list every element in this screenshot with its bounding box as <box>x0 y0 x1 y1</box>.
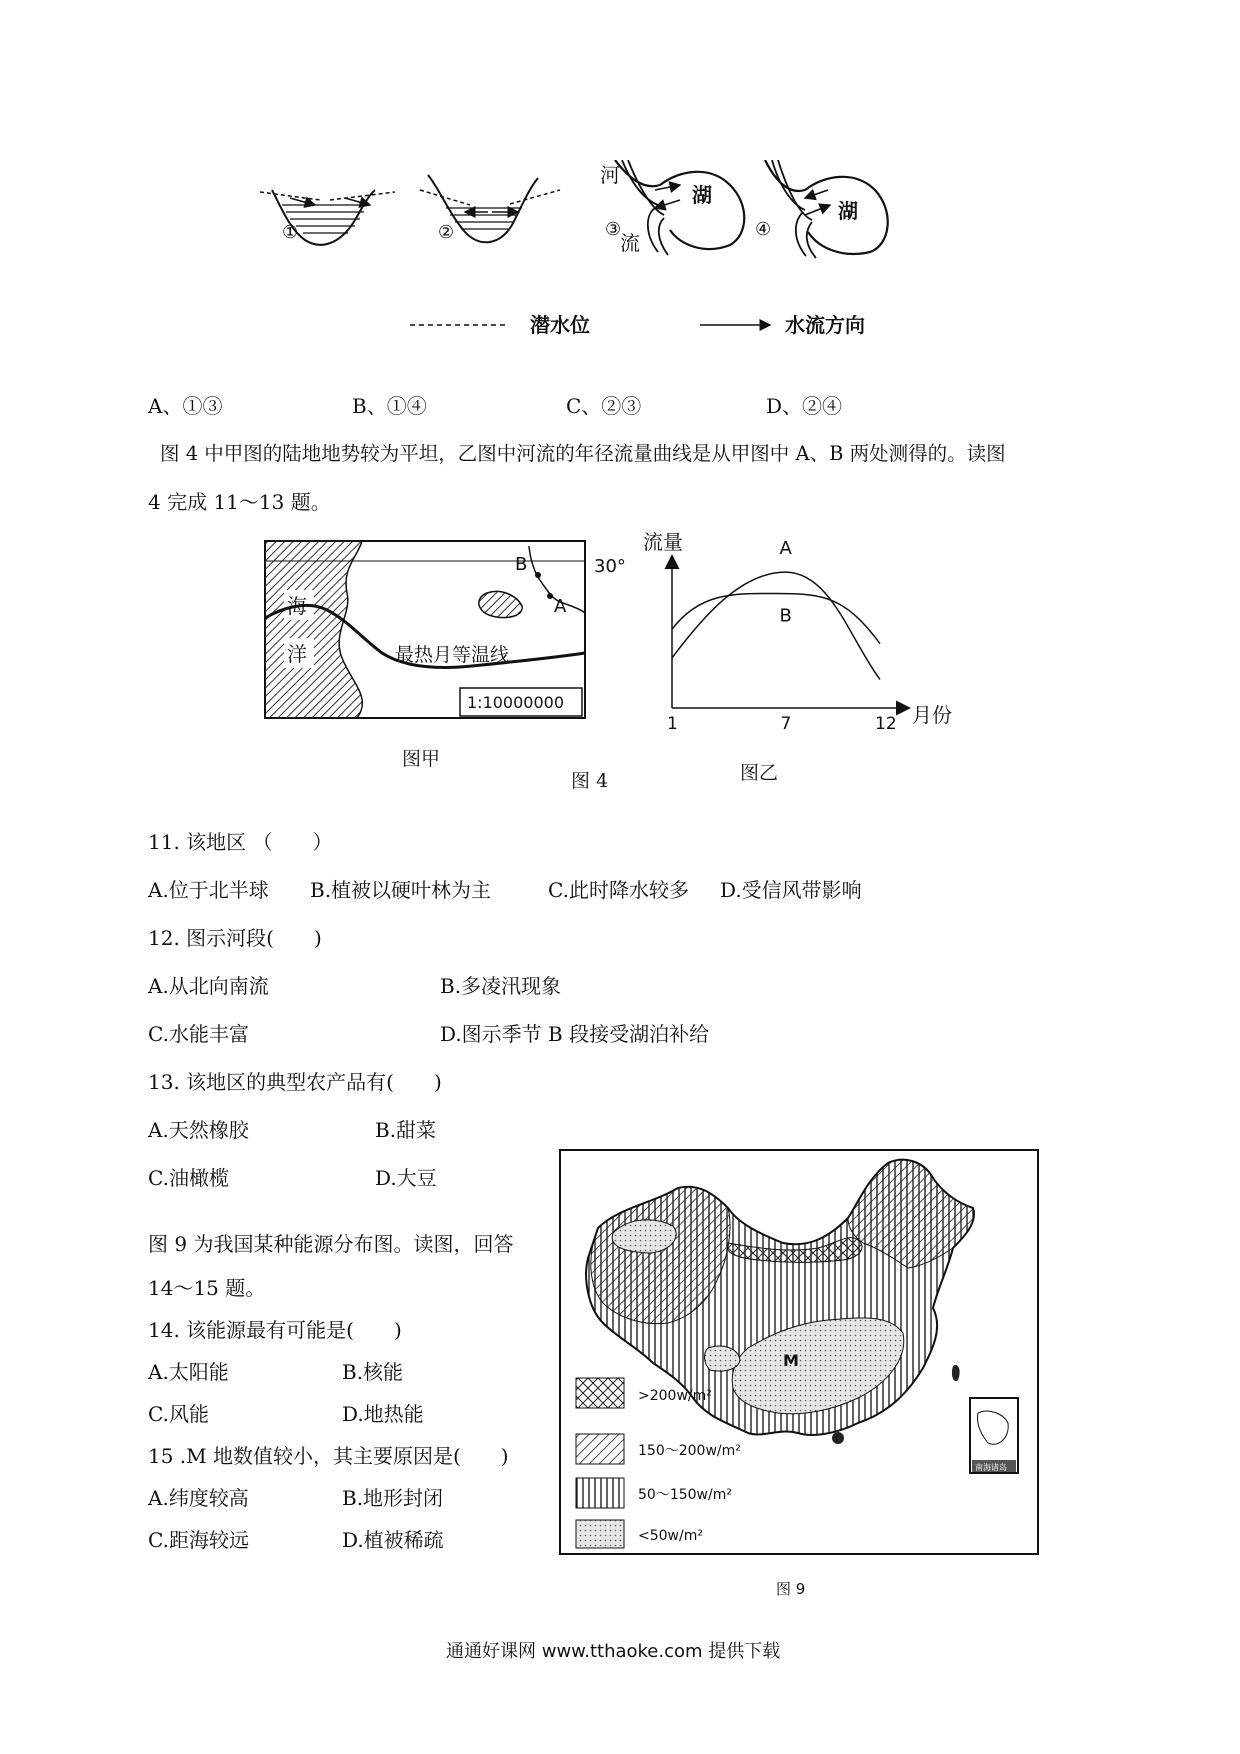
q11-stem: 11. 该地区 （ ） <box>148 830 333 854</box>
q10-option-d: D、②④ <box>766 394 843 418</box>
x-tick-label: 7 <box>780 714 792 730</box>
river-char-1: 河 <box>600 163 620 187</box>
q15-option-b: B.地形封闭 <box>342 1486 444 1510</box>
q14-option-b: B.核能 <box>342 1360 404 1384</box>
legend-swatch-2 <box>576 1434 624 1464</box>
fig4-chart <box>640 525 970 730</box>
q10-option-a: A、①③ <box>148 394 223 418</box>
x-tick-label: 12 <box>875 714 897 730</box>
river-char-2: 流 <box>620 231 640 255</box>
q14-option-c: C.风能 <box>148 1402 209 1426</box>
q13-option-a: A.天然橡胶 <box>148 1118 249 1142</box>
q14-stem: 14. 该能源最有可能是( ) <box>148 1318 402 1342</box>
q14-option-a: A.太阳能 <box>148 1360 229 1384</box>
fig9-intro-line2: 14～15 题。 <box>148 1276 266 1300</box>
label-2: ② <box>438 222 455 243</box>
ocean-char-1: 海 <box>287 594 307 618</box>
fig4-intro-line1: 图 4 中甲图的陆地地势较为平坦，乙图中河流的年径流量曲线是从甲图中 A、B 两处测得的。读图 <box>160 442 1006 465</box>
q10-option-b: B、①④ <box>352 394 427 418</box>
q14-option-d: D.地热能 <box>342 1402 424 1426</box>
q10-option-c: C、②③ <box>566 394 642 418</box>
label-4: ④ <box>755 219 772 240</box>
section-1 <box>260 190 395 245</box>
fig4-chart-caption: 图乙 <box>740 762 779 784</box>
q15-stem: 15 .M 地数值较小，其主要原因是( ) <box>148 1444 509 1468</box>
point-b-label: B <box>515 554 528 575</box>
lat-label: 30° <box>594 556 626 577</box>
q15-option-a: A.纬度较高 <box>148 1486 249 1510</box>
q13-option-b: B.甜菜 <box>375 1118 437 1142</box>
ocean-char-2: 洋 <box>287 642 307 666</box>
q13-stem: 13. 该地区的典型农产品有( ) <box>148 1070 442 1094</box>
x-axis-label: 月份 <box>912 703 952 727</box>
q13-option-c: C.油橄榄 <box>148 1166 229 1190</box>
q11-option-c: C.此时降水较多 <box>548 878 689 902</box>
legend-swatch-4 <box>576 1520 624 1548</box>
scale-label: 1:10000000 <box>467 693 565 712</box>
legend-dashed-label: 潜水位 <box>530 313 590 337</box>
y-axis-label: 流量 <box>643 530 683 554</box>
legend-swatch-1 <box>576 1378 624 1408</box>
legend-label-2: 150～200w/m² <box>638 1443 741 1459</box>
footer-text: 通通好课网 www.tthaoke.com 提供下载 <box>446 1641 781 1662</box>
q12-option-d: D.图示季节 B 段接受湖泊补给 <box>440 1022 710 1046</box>
inset-label: 南海诸岛 <box>975 1463 1007 1472</box>
fig4-caption: 图 4 <box>571 770 609 792</box>
groundwater-figure <box>260 160 920 350</box>
q13-option-d: D.大豆 <box>375 1166 437 1190</box>
section-4 <box>765 160 888 258</box>
q12-stem: 12. 图示河段( ) <box>148 926 322 950</box>
legend-label-3: 50～150w/m² <box>638 1487 732 1503</box>
m-label: M <box>783 1351 799 1370</box>
q11-option-d: D.受信风带影响 <box>720 878 862 902</box>
q11-option-a: A.位于北半球 <box>148 878 269 902</box>
x-tick-label: 1 <box>667 714 678 730</box>
lake-label-3: 湖 <box>692 183 712 207</box>
legend-label-1: >200w/m² <box>638 1388 712 1404</box>
series-label-a: A <box>779 538 792 560</box>
fig9-caption: 图 9 <box>776 1580 806 1598</box>
q15-option-c: C.距海较远 <box>148 1528 249 1552</box>
fig4-map <box>262 538 602 728</box>
lake-label-4: 湖 <box>838 199 858 223</box>
fig4-intro-line2: 4 完成 11～13 题。 <box>148 490 331 514</box>
label-1: ① <box>282 222 299 243</box>
q12-option-b: B.多凌汛现象 <box>440 974 562 998</box>
fig4-map-caption: 图甲 <box>402 748 441 770</box>
fig9-intro-line1: 图 9 为我国某种能源分布图。读图，回答 <box>148 1232 514 1256</box>
legend-label-4: <50w/m² <box>638 1528 703 1544</box>
legend-swatch-3 <box>576 1478 624 1508</box>
q15-option-d: D.植被稀疏 <box>342 1528 444 1552</box>
isotherm-label: 最热月等温线 <box>395 644 510 666</box>
fig9-map <box>558 1148 1040 1556</box>
q11-option-b: B.植被以硬叶林为主 <box>310 878 492 902</box>
legend-arrow-label: 水流方向 <box>785 313 865 337</box>
q12-option-a: A.从北向南流 <box>148 974 269 998</box>
series-line-b <box>672 593 880 643</box>
series-line-a <box>672 572 880 679</box>
label-3: ③ <box>605 219 622 240</box>
series-label-b: B <box>779 605 792 627</box>
point-a-label: A <box>554 596 567 617</box>
q12-option-c: C.水能丰富 <box>148 1022 249 1046</box>
